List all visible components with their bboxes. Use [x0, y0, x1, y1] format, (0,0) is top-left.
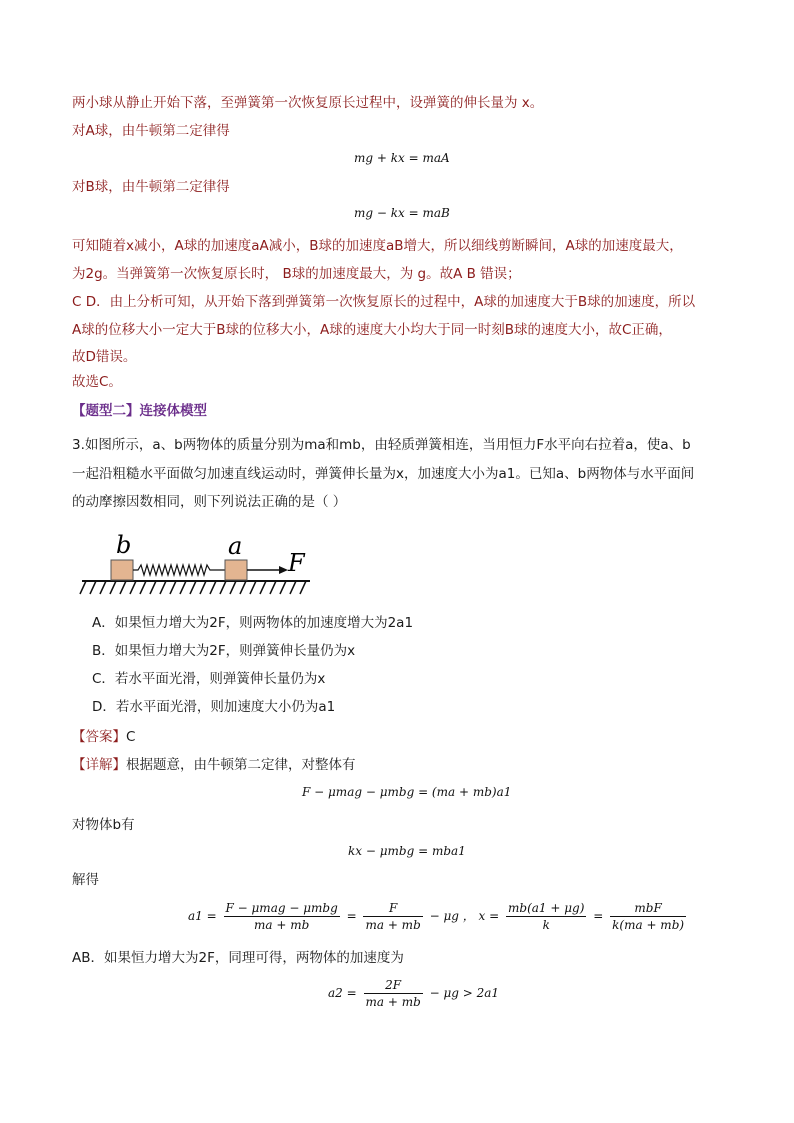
- numerator: F − μmag − μmbg: [225, 901, 338, 915]
- denominator: ma + mb: [253, 918, 310, 932]
- formula-part: − μg ， x =: [429, 909, 500, 923]
- label-b: b: [116, 531, 132, 559]
- label-F: F: [288, 549, 305, 577]
- formula-a: mg + kx = maA: [354, 151, 450, 165]
- text-line: 为2g。当弹簧第一次恢复原长时， B球的加速度最大，为 g。故A B 错误；: [72, 266, 521, 282]
- text-line: 解得: [72, 872, 99, 888]
- text-line: 故选C。: [72, 374, 122, 390]
- denominator: ma + mb: [365, 995, 421, 1009]
- denominator: k: [542, 918, 550, 932]
- spring-blocks-diagram: [78, 528, 318, 600]
- fraction: [610, 901, 686, 932]
- text-line: 可知随着x减小，A球的加速度aA减小，B球的加速度aB增大，所以细线剪断瞬间，A球的加速度最大，: [72, 238, 683, 254]
- numerator: mb(a1 + μg): [508, 901, 585, 915]
- text-line: 对物体b有: [72, 817, 135, 833]
- option-c: C．若水平面光滑，则弹簧伸长量仍为x: [92, 671, 326, 687]
- text-line: AB．如果恒力增大为2F，同理可得，两物体的加速度为: [72, 950, 404, 966]
- detail-text: 根据题意，由牛顿第二定律，对整体有: [126, 757, 356, 773]
- option-d: D．若水平面光滑，则加速度大小仍为a1: [92, 699, 336, 715]
- answer-tag: 【答案】: [72, 729, 126, 745]
- text-line: 对B球，由牛顿第二定律得: [72, 179, 230, 195]
- formula-part: =: [593, 909, 604, 923]
- formula-part: − μg > 2a1: [429, 986, 500, 1000]
- answer-value: C: [126, 729, 136, 745]
- formula-part: =: [346, 909, 357, 923]
- question-line: 的动摩擦因数相同，则下列说法正确的是（ ）: [72, 494, 347, 510]
- fraction: [363, 901, 422, 932]
- formula-part: a1 =: [188, 909, 217, 923]
- option-b: B．如果恒力增大为2F，则弹簧伸长量仍为x: [92, 643, 356, 659]
- formula-part: a2 =: [328, 986, 357, 1000]
- denominator: ma + mb: [365, 918, 421, 932]
- label-a: a: [228, 532, 243, 560]
- option-a: A．如果恒力增大为2F，则两物体的加速度增大为2a1: [92, 615, 414, 631]
- ground-hatching: [80, 581, 306, 594]
- block-a: [225, 560, 247, 580]
- numerator: 2F: [364, 978, 423, 994]
- block-b: [111, 560, 133, 580]
- formula-object-b: kx − μmbg = mba1: [348, 844, 466, 858]
- fraction: [224, 901, 340, 932]
- detail-tag: 【详解】: [72, 757, 126, 773]
- detail-line: [72, 755, 356, 775]
- text-line: 故D错误。: [72, 349, 137, 365]
- text-line: A球的位移大小一定大于B球的位移大小，A球的速度大小均大于同一时刻B球的速度大小，故C正确，: [72, 322, 672, 338]
- formula-solution: [188, 901, 689, 932]
- text-line: C D．由上分析可知，从开始下落到弹簧第一次恢复原长的过程中，A球的加速度大于B球的加速度，所以: [72, 294, 696, 310]
- denominator: k(ma + mb): [612, 918, 685, 932]
- text-line: 两小球从静止开始下落，至弹簧第一次恢复原长过程中，设弹簧的伸长量为 x。: [72, 95, 544, 111]
- section-heading: 【题型二】连接体模型: [72, 403, 207, 419]
- question-line: 一起沿粗糙水平面做匀加速直线运动时，弹簧伸长量为x，加速度大小为a1。已知a、b两物体与水平面间: [72, 466, 695, 482]
- spring: [133, 565, 225, 575]
- numerator: F: [363, 901, 422, 917]
- formula-b: mg − kx = maB: [354, 206, 450, 220]
- text-line: 对A球，由牛顿第二定律得: [72, 123, 230, 139]
- fraction: [364, 978, 423, 1009]
- fraction: [506, 901, 586, 932]
- formula-whole-system: F − μmag − μmbg = (ma + mb)a1: [302, 785, 512, 799]
- numerator: mbF: [610, 901, 686, 917]
- answer-line: [72, 727, 135, 747]
- formula-a2: [328, 978, 499, 1009]
- question-line: 3.如图所示，a、b两物体的质量分别为ma和mb，由轻质弹簧相连，当用恒力F水平向右拉着a，使a、b: [72, 437, 691, 453]
